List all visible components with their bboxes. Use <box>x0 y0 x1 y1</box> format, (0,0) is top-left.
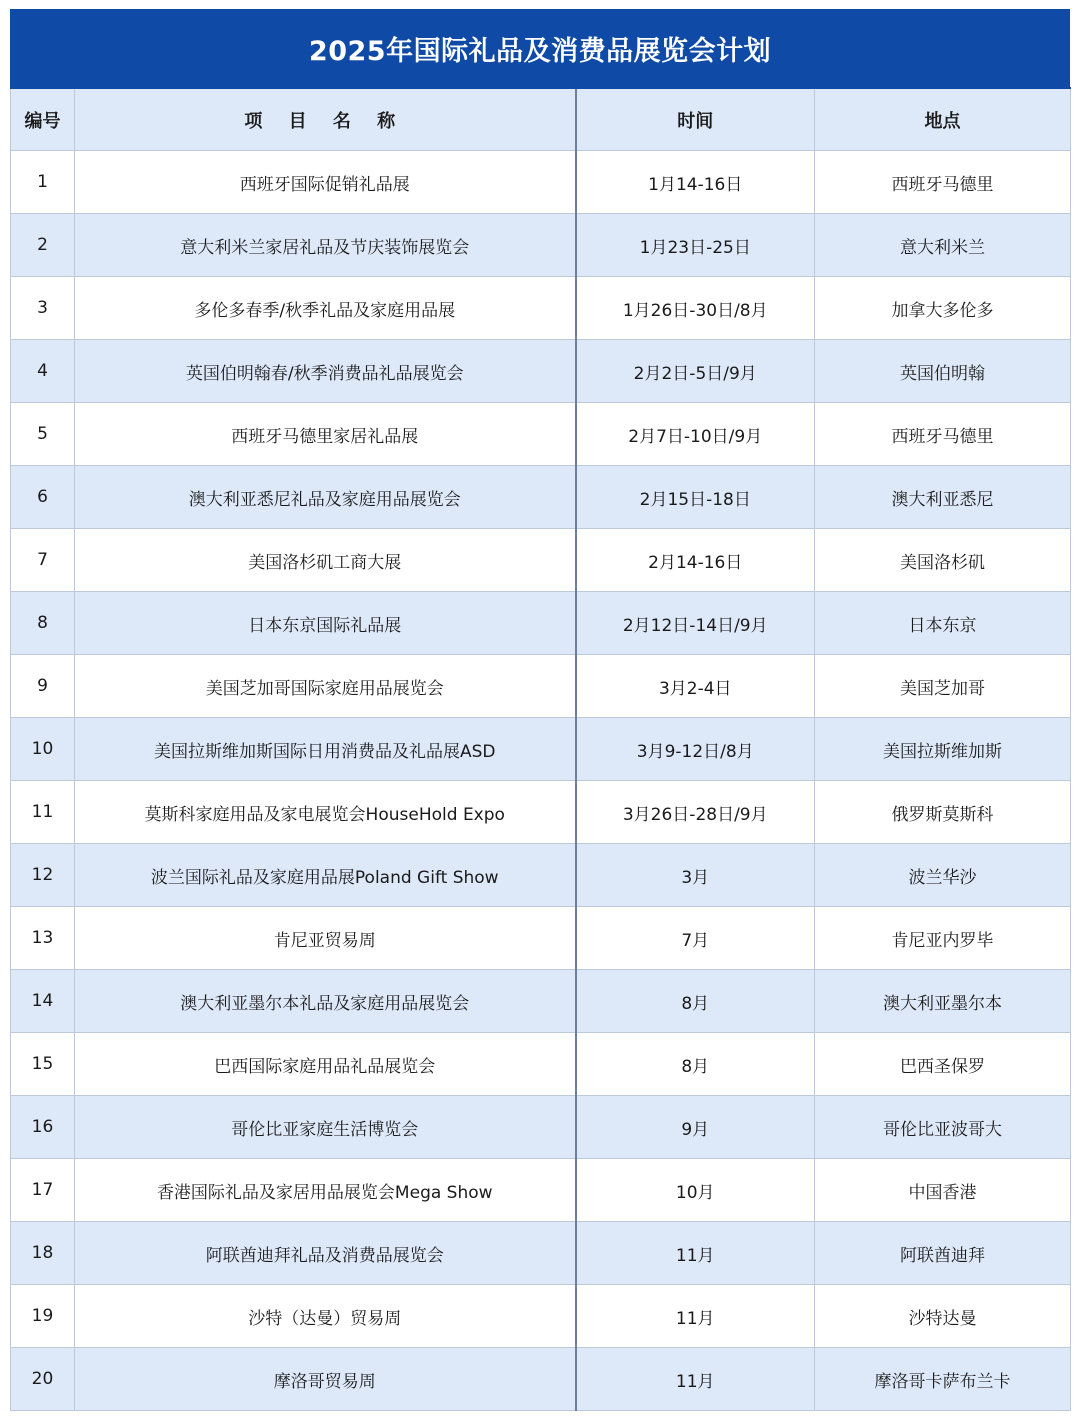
cell-place: 俄罗斯莫斯科 <box>815 781 1071 844</box>
cell-time: 11月 <box>576 1285 815 1348</box>
cell-no: 7 <box>11 529 75 592</box>
cell-name: 日本东京国际礼品展 <box>75 592 576 655</box>
cell-no: 2 <box>11 214 75 277</box>
cell-place: 巴西圣保罗 <box>815 1033 1071 1096</box>
table-row <box>11 907 1071 970</box>
cell-name: 澳大利亚悉尼礼品及家庭用品展览会 <box>75 466 576 529</box>
cell-time: 3月 <box>576 844 815 907</box>
cell-name: 美国芝加哥国际家庭用品展览会 <box>75 655 576 718</box>
table-row <box>11 655 1071 718</box>
header-name: 项 目 名 称 <box>75 88 576 151</box>
cell-time: 8月 <box>576 1033 815 1096</box>
cell-name: 英国伯明翰春/秋季消费品礼品展览会 <box>75 340 576 403</box>
table-row <box>11 1348 1071 1411</box>
cell-name: 阿联酋迪拜礼品及消费品展览会 <box>75 1222 576 1285</box>
table-row <box>11 277 1071 340</box>
cell-name: 莫斯科家庭用品及家电展览会HouseHold Expo <box>75 781 576 844</box>
cell-no: 5 <box>11 403 75 466</box>
table-row <box>11 214 1071 277</box>
cell-no: 3 <box>11 277 75 340</box>
table-row <box>11 781 1071 844</box>
cell-place: 美国拉斯维加斯 <box>815 718 1071 781</box>
table-row <box>11 466 1071 529</box>
table-row <box>11 844 1071 907</box>
header-time: 时间 <box>576 88 815 151</box>
cell-time: 3月2-4日 <box>576 655 815 718</box>
cell-time: 1月26日-30日/8月 <box>576 277 815 340</box>
table-row <box>11 151 1071 214</box>
cell-place: 英国伯明翰 <box>815 340 1071 403</box>
cell-time: 11月 <box>576 1348 815 1411</box>
table-body <box>11 151 1071 1411</box>
cell-name: 沙特（达曼）贸易周 <box>75 1285 576 1348</box>
cell-time: 1月23日-25日 <box>576 214 815 277</box>
table-row <box>11 1285 1071 1348</box>
cell-place: 澳大利亚悉尼 <box>815 466 1071 529</box>
cell-no: 14 <box>11 970 75 1033</box>
cell-no: 8 <box>11 592 75 655</box>
cell-place: 肯尼亚内罗毕 <box>815 907 1071 970</box>
cell-time: 1月14-16日 <box>576 151 815 214</box>
table-row <box>11 1033 1071 1096</box>
exhibition-plan-sheet <box>10 9 1070 1411</box>
cell-time: 11月 <box>576 1222 815 1285</box>
cell-place: 日本东京 <box>815 592 1071 655</box>
table-row <box>11 529 1071 592</box>
cell-place: 西班牙马德里 <box>815 151 1071 214</box>
table-row <box>11 340 1071 403</box>
cell-place: 中国香港 <box>815 1159 1071 1222</box>
cell-no: 10 <box>11 718 75 781</box>
cell-name: 香港国际礼品及家居用品展览会Mega Show <box>75 1159 576 1222</box>
cell-name: 波兰国际礼品及家庭用品展Poland Gift Show <box>75 844 576 907</box>
table-row <box>11 403 1071 466</box>
cell-name: 意大利米兰家居礼品及节庆装饰展览会 <box>75 214 576 277</box>
cell-time: 7月 <box>576 907 815 970</box>
header-place: 地点 <box>815 88 1071 151</box>
cell-name: 美国洛杉矶工商大展 <box>75 529 576 592</box>
cell-name: 巴西国际家庭用品礼品展览会 <box>75 1033 576 1096</box>
cell-no: 11 <box>11 781 75 844</box>
cell-no: 12 <box>11 844 75 907</box>
cell-time: 2月12日-14日/9月 <box>576 592 815 655</box>
table-row <box>11 1222 1071 1285</box>
cell-no: 17 <box>11 1159 75 1222</box>
cell-no: 18 <box>11 1222 75 1285</box>
cell-name: 美国拉斯维加斯国际日用消费品及礼品展ASD <box>75 718 576 781</box>
cell-no: 4 <box>11 340 75 403</box>
cell-no: 1 <box>11 151 75 214</box>
cell-no: 19 <box>11 1285 75 1348</box>
cell-no: 13 <box>11 907 75 970</box>
cell-time: 9月 <box>576 1096 815 1159</box>
cell-no: 6 <box>11 466 75 529</box>
cell-time: 2月7日-10日/9月 <box>576 403 815 466</box>
cell-time: 2月15日-18日 <box>576 466 815 529</box>
cell-no: 16 <box>11 1096 75 1159</box>
sheet-title: 2025年国际礼品及消费品展览会计划 <box>10 9 1070 87</box>
cell-place: 阿联酋迪拜 <box>815 1222 1071 1285</box>
cell-no: 9 <box>11 655 75 718</box>
table-row <box>11 1096 1071 1159</box>
cell-place: 摩洛哥卡萨布兰卡 <box>815 1348 1071 1411</box>
cell-place: 澳大利亚墨尔本 <box>815 970 1071 1033</box>
cell-no: 15 <box>11 1033 75 1096</box>
cell-place: 哥伦比亚波哥大 <box>815 1096 1071 1159</box>
cell-name: 肯尼亚贸易周 <box>75 907 576 970</box>
cell-name: 哥伦比亚家庭生活博览会 <box>75 1096 576 1159</box>
cell-name: 澳大利亚墨尔本礼品及家庭用品展览会 <box>75 970 576 1033</box>
cell-time: 3月9-12日/8月 <box>576 718 815 781</box>
cell-name: 西班牙马德里家居礼品展 <box>75 403 576 466</box>
table-header-row <box>11 88 1071 151</box>
header-no: 编号 <box>11 88 75 151</box>
cell-time: 2月14-16日 <box>576 529 815 592</box>
cell-name: 多伦多春季/秋季礼品及家庭用品展 <box>75 277 576 340</box>
cell-place: 波兰华沙 <box>815 844 1071 907</box>
cell-place: 美国芝加哥 <box>815 655 1071 718</box>
cell-time: 10月 <box>576 1159 815 1222</box>
cell-place: 意大利米兰 <box>815 214 1071 277</box>
cell-place: 美国洛杉矶 <box>815 529 1071 592</box>
cell-no: 20 <box>11 1348 75 1411</box>
table-row <box>11 970 1071 1033</box>
cell-time: 2月2日-5日/9月 <box>576 340 815 403</box>
cell-place: 西班牙马德里 <box>815 403 1071 466</box>
table-row <box>11 1159 1071 1222</box>
cell-time: 8月 <box>576 970 815 1033</box>
table-row <box>11 718 1071 781</box>
cell-time: 3月26日-28日/9月 <box>576 781 815 844</box>
cell-place: 加拿大多伦多 <box>815 277 1071 340</box>
table-row <box>11 592 1071 655</box>
cell-name: 西班牙国际促销礼品展 <box>75 151 576 214</box>
exhibition-table <box>10 87 1071 1411</box>
cell-name: 摩洛哥贸易周 <box>75 1348 576 1411</box>
cell-place: 沙特达曼 <box>815 1285 1071 1348</box>
